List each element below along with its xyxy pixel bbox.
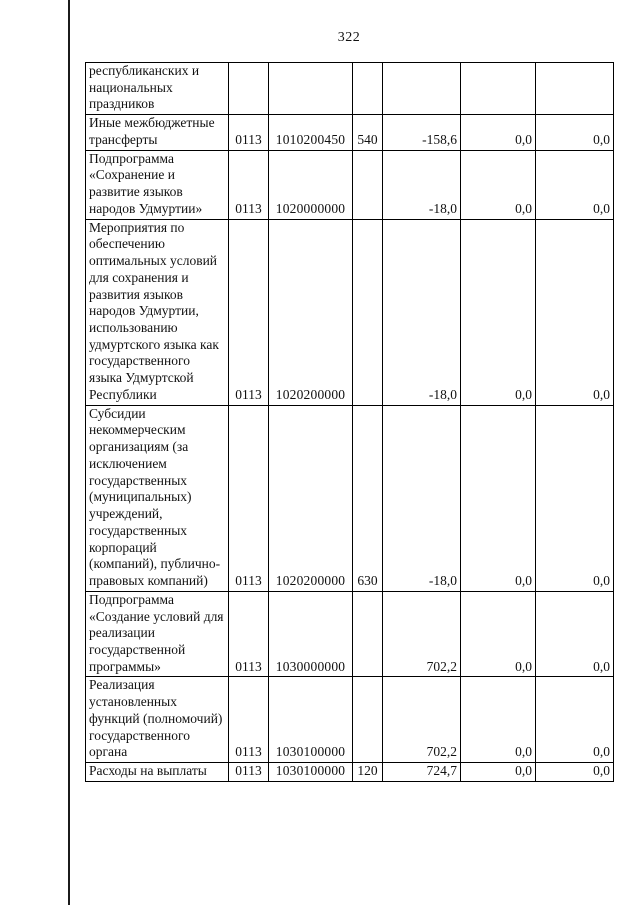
cell-amount3: 0,0 <box>536 150 614 219</box>
cell-section: 0113 <box>229 591 269 677</box>
cell-section <box>229 63 269 115</box>
cell-target <box>269 63 353 115</box>
cell-section: 0113 <box>229 677 269 763</box>
cell-name: Субсидии некоммерческим организациям (за исключением государственных (муниципальных) учреждений, государственных корпораций (компаний), публично-правовых компаний) <box>86 405 229 591</box>
cell-section: 0113 <box>229 150 269 219</box>
document-page <box>85 30 613 782</box>
cell-target: 1020000000 <box>269 150 353 219</box>
cell-type: 630 <box>353 405 383 591</box>
cell-amount1: -18,0 <box>383 219 461 405</box>
cell-name: Расходы на выплаты <box>86 763 229 782</box>
cell-amount1: -158,6 <box>383 115 461 150</box>
cell-amount1: 702,2 <box>383 677 461 763</box>
cell-amount2: 0,0 <box>461 677 536 763</box>
cell-amount1: 702,2 <box>383 591 461 677</box>
cell-amount3: 0,0 <box>536 591 614 677</box>
cell-amount3: 0,0 <box>536 677 614 763</box>
cell-target: 1010200450 <box>269 115 353 150</box>
cell-name: Подпрограмма «Сохранение и развитие языков народов Удмуртии» <box>86 150 229 219</box>
cell-type: 540 <box>353 115 383 150</box>
cell-amount3: 0,0 <box>536 115 614 150</box>
cell-amount2: 0,0 <box>461 219 536 405</box>
cell-amount2: 0,0 <box>461 115 536 150</box>
cell-amount1 <box>383 63 461 115</box>
cell-amount2: 0,0 <box>461 150 536 219</box>
cell-name: Мероприятия по обеспечению оптимальных условий для сохранения и развития языков народов Удмуртии, использованию удмуртского языка как государственного языка Удмуртской Республики <box>86 219 229 405</box>
cell-amount2: 0,0 <box>461 763 536 782</box>
cell-type <box>353 150 383 219</box>
cell-name: Реализация установленных функций (полномочий) государственного органа <box>86 677 229 763</box>
cell-amount2: 0,0 <box>461 405 536 591</box>
table-row <box>86 763 614 782</box>
table-row <box>86 591 614 677</box>
cell-name: Подпрограмма «Создание условий для реализации государственной программы» <box>86 591 229 677</box>
table-row <box>86 150 614 219</box>
cell-amount2 <box>461 63 536 115</box>
cell-target: 1020200000 <box>269 405 353 591</box>
cell-amount3 <box>536 63 614 115</box>
cell-amount1: -18,0 <box>383 150 461 219</box>
cell-target: 1030000000 <box>269 591 353 677</box>
cell-amount1: 724,7 <box>383 763 461 782</box>
cell-type <box>353 677 383 763</box>
table-row <box>86 63 614 115</box>
cell-type: 120 <box>353 763 383 782</box>
cell-amount3: 0,0 <box>536 763 614 782</box>
cell-section: 0113 <box>229 405 269 591</box>
cell-section: 0113 <box>229 763 269 782</box>
cell-type <box>353 63 383 115</box>
cell-type <box>353 219 383 405</box>
cell-target: 1030100000 <box>269 763 353 782</box>
budget-table <box>85 62 614 782</box>
cell-amount2: 0,0 <box>461 591 536 677</box>
scan-artifact-line <box>68 0 70 905</box>
cell-section: 0113 <box>229 219 269 405</box>
cell-target: 1030100000 <box>269 677 353 763</box>
table-row <box>86 219 614 405</box>
cell-amount1: -18,0 <box>383 405 461 591</box>
cell-name: Иные межбюджетные трансферты <box>86 115 229 150</box>
budget-table-body <box>86 63 614 782</box>
cell-amount3: 0,0 <box>536 219 614 405</box>
cell-type <box>353 591 383 677</box>
table-row <box>86 677 614 763</box>
cell-target: 1020200000 <box>269 219 353 405</box>
table-row <box>86 405 614 591</box>
page-number: 322 <box>337 30 361 45</box>
table-row <box>86 115 614 150</box>
cell-name: республиканских и национальных праздников <box>86 63 229 115</box>
cell-amount3: 0,0 <box>536 405 614 591</box>
cell-section: 0113 <box>229 115 269 150</box>
